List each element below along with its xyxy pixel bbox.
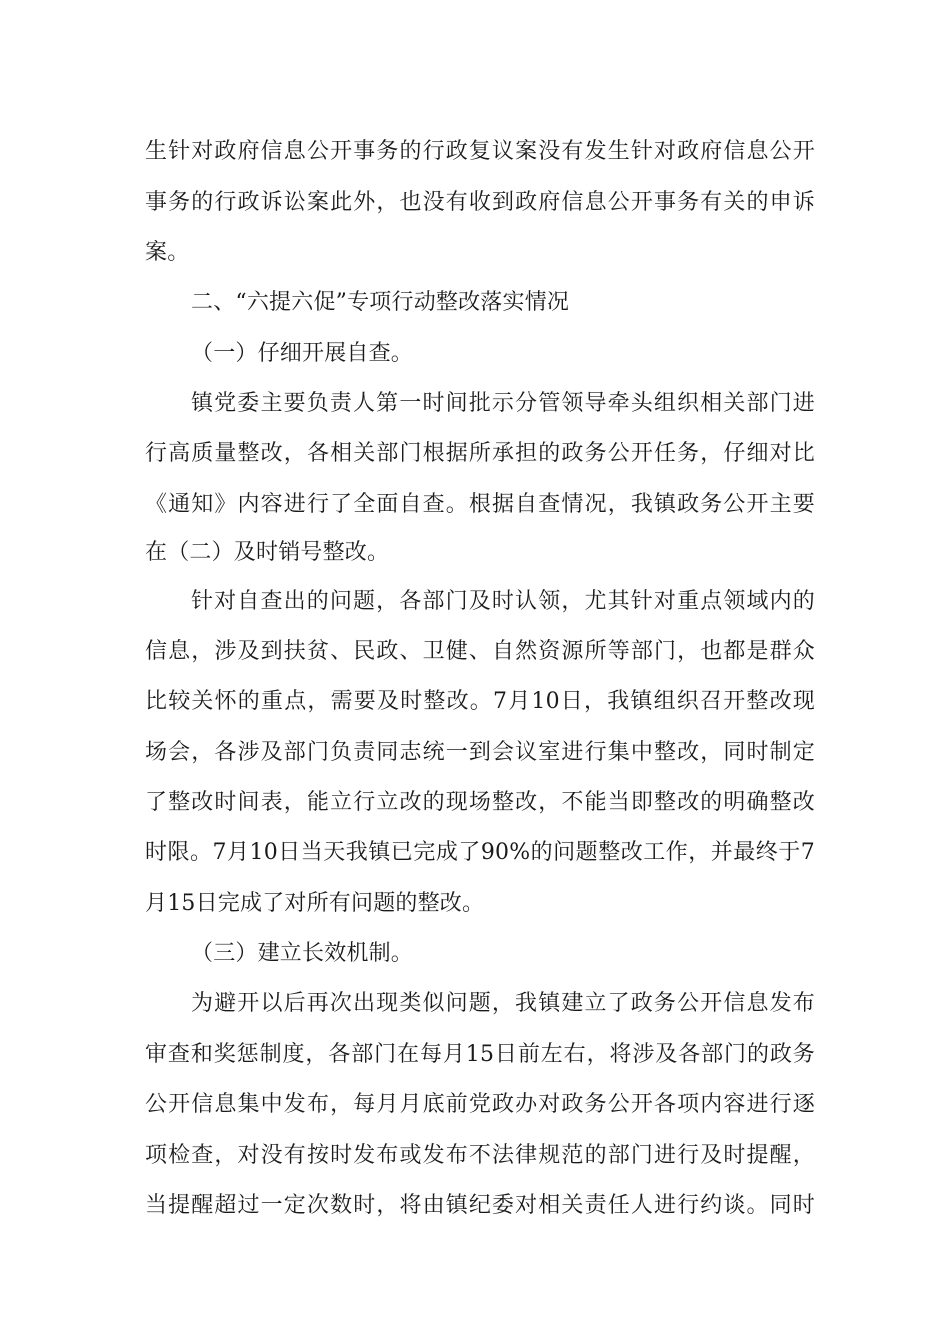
body-text-line: 行高质量整改，各相关部门根据所承担的政务公开任务，仔细对比	[145, 441, 815, 466]
body-text-line: 案。	[145, 240, 190, 265]
body-text-line: 《通知》内容进行了全面自查。根据自查情况，我镇政务公开主要	[145, 492, 815, 517]
body-text-line: 了整改时间表，能立行立改的现场整改，不能当即整改的明确整改	[145, 790, 815, 815]
body-text-line: 镇党委主要负责人第一时间批示分管领导牵头组织相关部门进	[191, 391, 815, 416]
body-text-line: 生针对政府信息公开事务的行政复议案没有发生针对政府信息公开	[145, 139, 815, 164]
body-text-line: 场会，各涉及部门负责同志统一到会议室进行集中整改，同时制定	[145, 740, 815, 765]
body-text-line: 为避开以后再次出现类似问题，我镇建立了政务公开信息发布	[191, 991, 815, 1016]
body-text-line: 比较关怀的重点，需要及时整改。7月10日，我镇组织召开整改现	[145, 689, 815, 714]
body-text-line: 在（二）及时销号整改。	[145, 540, 390, 565]
body-text-line: 当提醒超过一定次数时，将由镇纪委对相关责任人进行约谈。同时	[145, 1193, 815, 1218]
body-text-line: 公开信息集中发布，每月月底前党政办对政务公开各项内容进行逐	[145, 1092, 815, 1117]
subsection-heading: （三）建立长效机制。	[191, 941, 414, 966]
body-text-line: 项检查，对没有按时发布或发布不法律规范的部门进行及时提醒，	[145, 1143, 815, 1168]
body-text-line: 事务的行政诉讼案此外，也没有收到政府信息公开事务有关的申诉	[145, 190, 815, 215]
body-text-line: 审查和奖惩制度，各部门在每月15日前左右，将涉及各部门的政务	[145, 1042, 815, 1067]
section-heading: 二、“六提六促”专项行动整改落实情况	[191, 290, 570, 315]
body-text-line: 月15日完成了对所有问题的整改。	[145, 891, 485, 916]
body-text-line: 针对自查出的问题，各部门及时认领，尤其针对重点领域内的	[191, 589, 815, 614]
body-text-line: 信息，涉及到扶贫、民政、卫健、自然资源所等部门，也都是群众	[145, 639, 815, 664]
body-text-line: 时限。7月10日当天我镇已完成了90%的问题整改工作，并最终于7	[145, 840, 815, 865]
subsection-heading: （一）仔细开展自查。	[191, 341, 414, 366]
